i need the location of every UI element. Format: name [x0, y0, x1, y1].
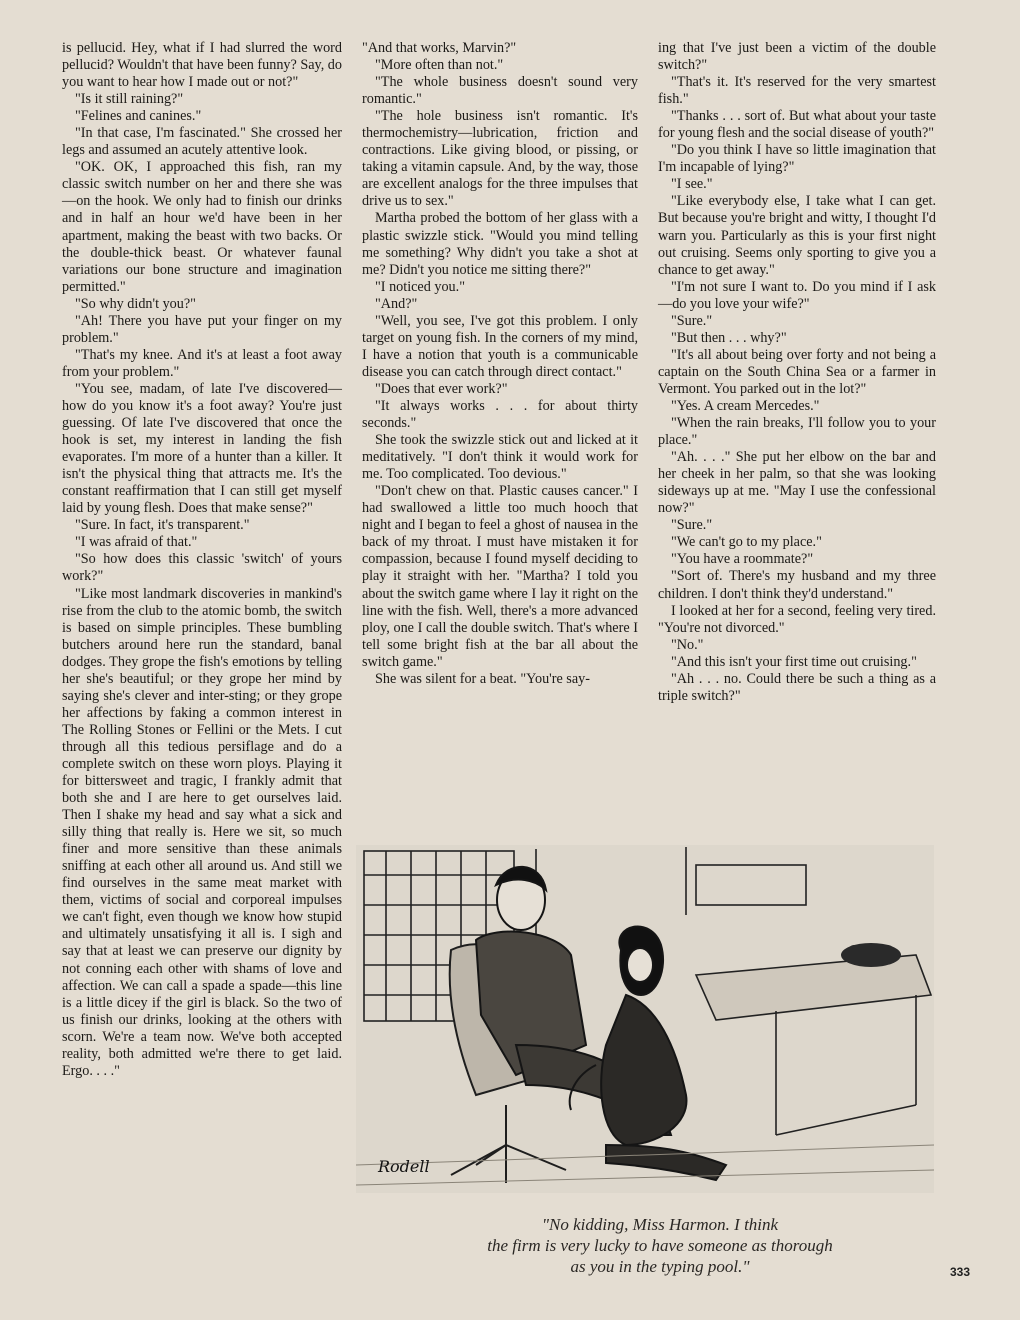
- caption-line: the firm is very lucky to have someone as thorough: [487, 1236, 833, 1255]
- paragraph: ing that I've just been a victim of the double switch?": [658, 40, 936, 74]
- paragraph: "That's my knee. And it's at least a foot away from your problem.": [62, 346, 342, 380]
- paragraph: "And that works, Marvin?": [362, 40, 517, 56]
- paragraph: "Don't chew on that. Plastic causes cancer." I had swallowed a little too much hooch that night and I began to feel a ghost of nausea in the back of my throat. I must have mistaken it for compassion, because I found myself deciding to play it straight with her. "Martha? I told you about the switch game where I lay it right on the line with the fish. Well, there's a more advanced ploy, one I call the double switch. That's where I tell some bright fish at the bar all about the switch game.": [362, 483, 638, 670]
- text-column-1: [62, 40, 342, 1080]
- paragraph: "And?": [375, 295, 418, 312]
- caption-line: as you in the typing pool.": [570, 1257, 750, 1276]
- paragraph: "Thanks . . . sort of. But what about your taste for young flesh and the social disease of youth?": [658, 108, 936, 142]
- paragraph: "I was afraid of that.": [75, 534, 198, 551]
- paragraph: "The hole business isn't romantic. It's thermochemistry—lubrication, friction and contractions. Like giving blood, or pissing, or taking a vitamin capsule. And, by the way, those are excellent analogs for the three impulses that drive us to sex.": [362, 108, 638, 210]
- paragraph: "Do you think I have so little imagination that I'm incapable of lying?": [658, 142, 936, 176]
- paragraph: "But then . . . why?": [671, 329, 787, 346]
- paragraph: "Yes. A cream Mercedes.": [671, 397, 820, 414]
- cartoon-caption: [410, 1214, 910, 1277]
- paragraph: "Sure.": [671, 312, 713, 329]
- text-column-3: [658, 40, 936, 705]
- paragraph: "You have a roommate?": [671, 551, 814, 568]
- paragraph: "I'm not sure I want to. Do you mind if I ask—do you love your wife?": [658, 278, 936, 312]
- paragraph: "So how does this classic 'switch' of yours work?": [62, 551, 342, 585]
- paragraph: "Ah! There you have put your finger on my problem.": [62, 312, 342, 346]
- paragraph: "Like everybody else, I take what I can get. But because you're bright and witty, I thought I'd warn you. Particularly as this is your first night out cruising. Seems only sporting to give you a chance to get away.": [658, 193, 936, 278]
- paragraph: "You see, madam, of late I've discovered—how do you know it's a foot away? You're just guessing. Of late I've discovered that once the hook is set, my interest in landing the fish evaporates. I'm more of a hunter than a killer. It isn't the physical thing that attracts me. It's the constant reaffirmation that I can still get myself laid by young flesh. Does that make sense?": [62, 380, 342, 517]
- paragraph: "OK. OK, I approached this fish, ran my classic switch number on her and there she was—on the hook. We only had to finish our drinks and in half an hour we'd have been in her apartment, making the beast with two backs. Or the double-thick beast. Or whatever faunal variations our bone structure and imagination permitted.": [62, 159, 342, 295]
- paragraph: "Sure. In fact, it's transparent.": [75, 517, 250, 534]
- paragraph: Martha probed the bottom of her glass with a plastic swizzle stick. "Would you mind telling me something? Why didn't you take a shot at me? Didn't you notice me sitting there?": [362, 210, 638, 278]
- paragraph: "I see.": [671, 176, 713, 193]
- cartoon-illustration: [356, 845, 934, 1193]
- paragraph: "We can't go to my place.": [671, 534, 822, 551]
- paragraph: "Is it still raining?": [75, 91, 184, 108]
- paragraph: "That's it. It's reserved for the very smartest fish.": [658, 74, 936, 108]
- paragraph: "Well, you see, I've got this problem. I only target on young fish. In the corners of my mind, I have a notion that youth is a communicable disease you can catch through direct contact.": [362, 312, 638, 380]
- paragraph: "When the rain breaks, I'll follow you to your place.": [658, 415, 936, 449]
- caption-line: "No kidding, Miss Harmon. I think: [541, 1215, 779, 1234]
- paragraph: "It always works . . . for about thirty seconds.": [362, 397, 638, 432]
- paragraph: I looked at her for a second, feeling very tired. "You're not divorced.": [658, 602, 936, 636]
- paragraph: "Felines and canines.": [75, 108, 202, 125]
- paragraph: "Ah. . . ." She put her elbow on the bar and her cheek in her palm, so that she was looking sideways up at me. "May I use the confessional now?": [658, 449, 936, 517]
- paragraph: "Like most landmark discoveries in mankind's rise from the club to the atomic bomb, the switch is based on simple principles. These bumbling butchers around here run the standard, banal dodges. They grope the fish's emotions by telling her she's beautiful; or they grope her mind by saying she's clever and inter-sting; or they grope her affections by faking a common interest in The Rolling Stones or Fellini or the Mets. I cut through all this tedious persiflage and do a complete switch on these worn ploys. Playing it for bittersweet and tragic, I frankly admit that both she and I are here to get ourselves laid. Then I shake my head and say what a sick and silly thing that really is. Here we sit, so much finer and more sensitive than these animals sniffing at each other all around us. And still we find ourselves in the same meat market with them, victims of social and corporeal impulses we can't fight, even though we know how stupid and ultimately unsatisfying it all is. I sigh and say that at least we can preserve our dignity by not conning each other with shams of love and affection. We can call a spade a spade—this line is a little dicey if the girl is black. So the two of us finish our drinks, looking at the others with scorn. We're a team now. We've both accepted reality, both admitted we're there to get laid. Ergo. . . .": [62, 585, 342, 1079]
- paragraph: "In that case, I'm fascinated." She crossed her legs and assumed an acutely attentive look.: [62, 125, 342, 159]
- paragraph: She was silent for a beat. "You're say-: [375, 670, 590, 687]
- paragraph: "Sort of. There's my husband and my three children. I don't think they'd understand.": [658, 568, 936, 602]
- paragraph: "No.": [671, 636, 704, 653]
- page-number: 333: [950, 1265, 971, 1279]
- paragraph: "More often than not.": [375, 57, 504, 74]
- paragraph: is pellucid. Hey, what if I had slurred the word pellucid? Wouldn't that have been funny? Say, do you want to hear how I made out or not?": [62, 40, 342, 91]
- paragraph: She took the swizzle stick out and licked at it meditatively. "I don't think it would work for me. Too complicated. Too devious.": [362, 432, 638, 483]
- paragraph: "And this isn't your first time out cruising.": [671, 653, 917, 670]
- paragraph: "It's all about being over forty and not being a captain on the South China Sea or a farmer in Vermont. You parked out in the lot?": [658, 346, 936, 397]
- paragraph: "So why didn't you?": [75, 295, 196, 312]
- paragraph: "The whole business doesn't sound very romantic.": [362, 74, 638, 108]
- cartoon-signature: Rodell: [378, 1157, 430, 1176]
- paragraph: "Sure.": [671, 517, 713, 534]
- text-column-2: [362, 40, 638, 688]
- paragraph: "Does that ever work?": [375, 380, 508, 397]
- paragraph: "I noticed you.": [375, 278, 465, 295]
- paragraph: "Ah . . . no. Could there be such a thing as a triple switch?": [658, 670, 936, 704]
